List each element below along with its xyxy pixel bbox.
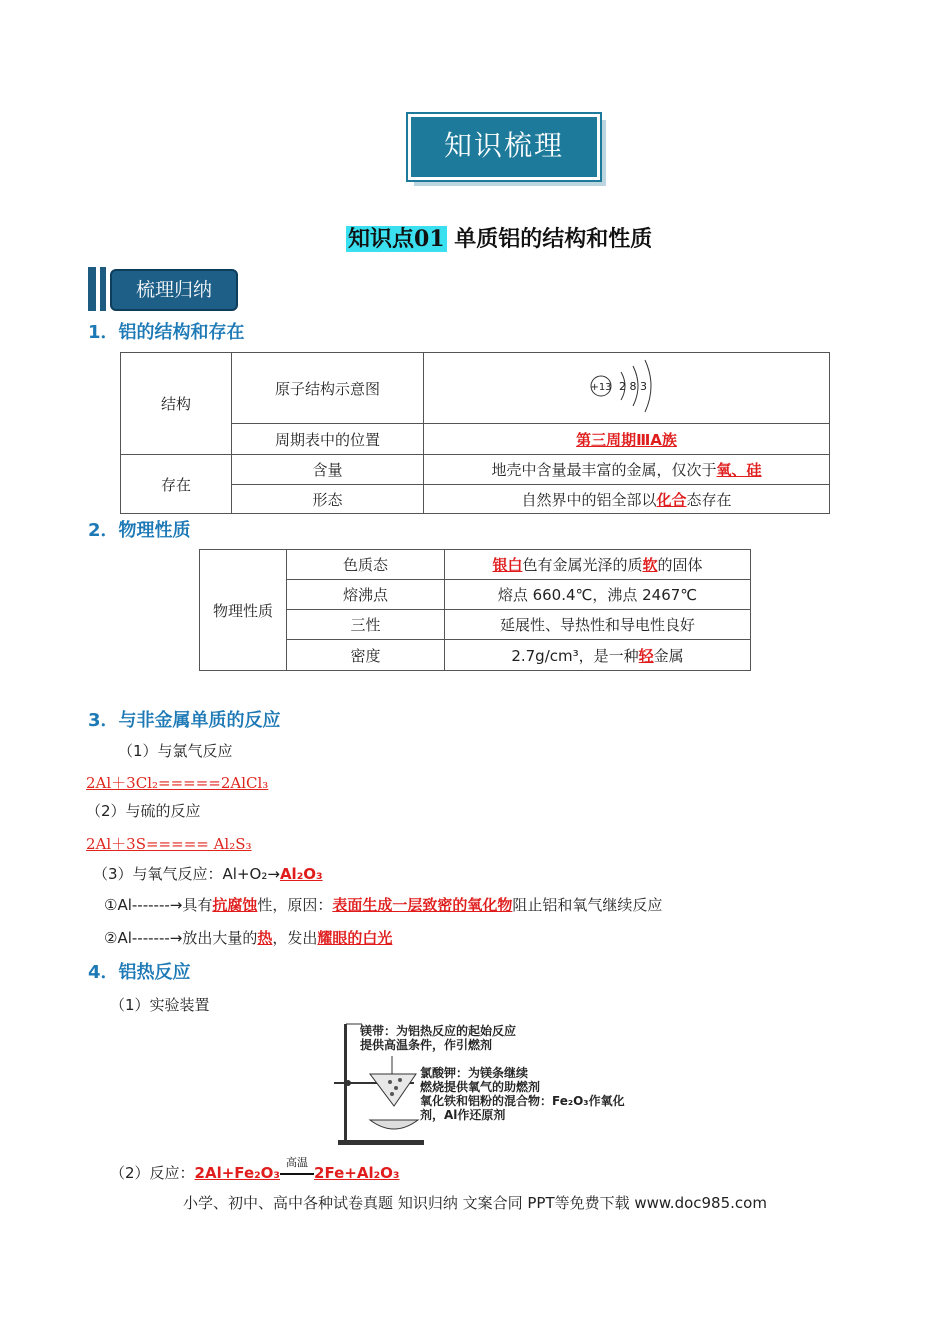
cell-r2-label: 熔沸点 [287,580,445,610]
fig-label-kclo3 [420,1066,540,1094]
sub-apparatus: （1）实验装置 [110,996,210,1014]
r1-text: 色有金属光泽的质 [522,556,643,574]
reaction-label: （2）反应： [110,1164,195,1182]
cell-r3-label: 三性 [287,610,445,640]
p1-mid: 性，原因： [257,896,333,914]
content-sep: 、 [731,461,747,479]
page-footer: 小学、初中、高中各种试卷真题 知识归纳 文案合同 PPT等免费下载 www.doc985.com [183,1194,767,1212]
tag-bar [88,267,96,311]
cell-r2-value: 熔点 660.4℃，沸点 2467℃ [445,580,751,610]
r1-post: 的固体 [657,556,703,574]
form-key: 化合 [656,490,687,509]
fig-line: 剂，Al作还原剂 [420,1108,506,1122]
physical-table [199,549,751,671]
point-heat [104,927,392,948]
cell-exist: 存在 [121,455,232,514]
atom-core: +13 [589,382,612,393]
kp-title-text: 单质铝的结构和性质 [454,226,653,252]
cell-position-label: 周期表中的位置 [232,424,424,455]
equation-chlorine: 2Al＋3Cl₂=====2AlCl₃ [86,774,269,792]
sub-oxygen-product: Al₂O₃ [279,865,323,883]
heading-thermite: 4．铝热反应 [88,962,191,983]
fig-line: 燃烧提供氧气的助燃剂 [420,1080,541,1094]
p1-post: 阻止铝和氧气继续反应 [512,896,663,914]
r4-post: 金属 [653,646,684,665]
cell-r1-label: 色质态 [287,550,445,580]
fig-line: 氯酸钾：为镁条继续 [420,1066,529,1080]
p2-heat: 热 [257,929,273,947]
equation-sulfur: 2Al＋3S===== Al₂S₃ [86,835,252,853]
knowledge-point-title [346,222,652,250]
p1-key: 抗腐蚀 [212,896,258,914]
cell-group: 物理性质 [200,550,287,671]
reaction-right: 2Fe+Al₂O₃ [314,1164,400,1182]
p2-light: 耀眼的白光 [317,929,393,947]
cell-r4-label: 密度 [287,640,445,671]
cell-content-label: 含量 [232,455,424,485]
heading-physical: 2．物理性质 [88,520,191,541]
form-text: 自然界中的铝全部以 [521,490,657,509]
p2-text: ②Al-------→放出大量的 [104,929,258,947]
p2-mid: ，发出 [272,929,318,947]
form-post: 态存在 [686,490,732,509]
sub-sulfur: （2）与硫的反应 [86,802,201,820]
position-value: 第三周期ⅢA族 [576,430,677,449]
r4-light: 轻 [638,646,654,665]
point-corrosion [104,894,662,915]
cell-atom-label: 原子结构示意图 [232,353,424,424]
p1-text: ①Al-------→具有 [104,896,213,914]
r1-soft: 软 [642,556,658,574]
structure-table [120,352,830,514]
cell-structure: 结构 [121,353,232,455]
section-banner: 知识梳理 [408,114,600,180]
atom-structure-icon [587,356,667,416]
cell-position-value [424,424,830,455]
reaction-condition [280,1156,314,1182]
cell-form-label: 形态 [232,485,424,514]
thermite-reaction [110,1156,400,1183]
sub-oxygen [93,863,323,884]
cell-r3-value: 延展性、导热性和导电性良好 [445,610,751,640]
cell-content-value [424,455,830,485]
apparatus-figure [334,1022,634,1148]
condition-arrow [280,1173,314,1175]
sub-oxygen-text: （3）与氧气反应：Al+O₂→ [93,865,280,883]
condition-text: 高温 [286,1156,309,1169]
reaction-left: 2Al+Fe₂O₃ [194,1164,281,1182]
tag-bar [100,267,106,311]
fig-label-mix [420,1094,625,1122]
kp-prefix: 知识点01 [348,226,445,252]
fig-line: 氧化铁和铝粉的混合物：Fe₂O₃作氧化 [420,1094,625,1108]
content-silicon: 硅 [746,461,762,479]
cell-form-value [424,485,830,514]
r1-silver: 银白 [492,556,523,574]
fig-label-mg [360,1024,516,1052]
content-text: 地壳中含量最丰富的金属，仅次于 [491,461,717,479]
r4-text: 2.7g/cm³，是一种 [511,646,639,665]
cell-r4-value [445,640,751,671]
fig-line: 提供高温条件，作引燃剂 [360,1038,493,1052]
fig-line: 镁带：为铝热反应的起始反应 [360,1024,517,1038]
tag-label: 梳理归纳 [110,269,238,311]
summary-tag [88,267,236,311]
atom-diagram [424,353,830,424]
heading-nonmetal: 3．与非金属单质的反应 [88,710,281,731]
sub-chlorine: （1）与氯气反应 [118,742,233,760]
p1-reason: 表面生成一层致密的氧化物 [332,896,513,914]
content-oxygen: 氧 [716,461,732,479]
heading-structure: 1．铝的结构和存在 [88,322,245,343]
atom-shells: 2 8 3 [618,380,647,393]
cell-r1-value [445,550,751,580]
